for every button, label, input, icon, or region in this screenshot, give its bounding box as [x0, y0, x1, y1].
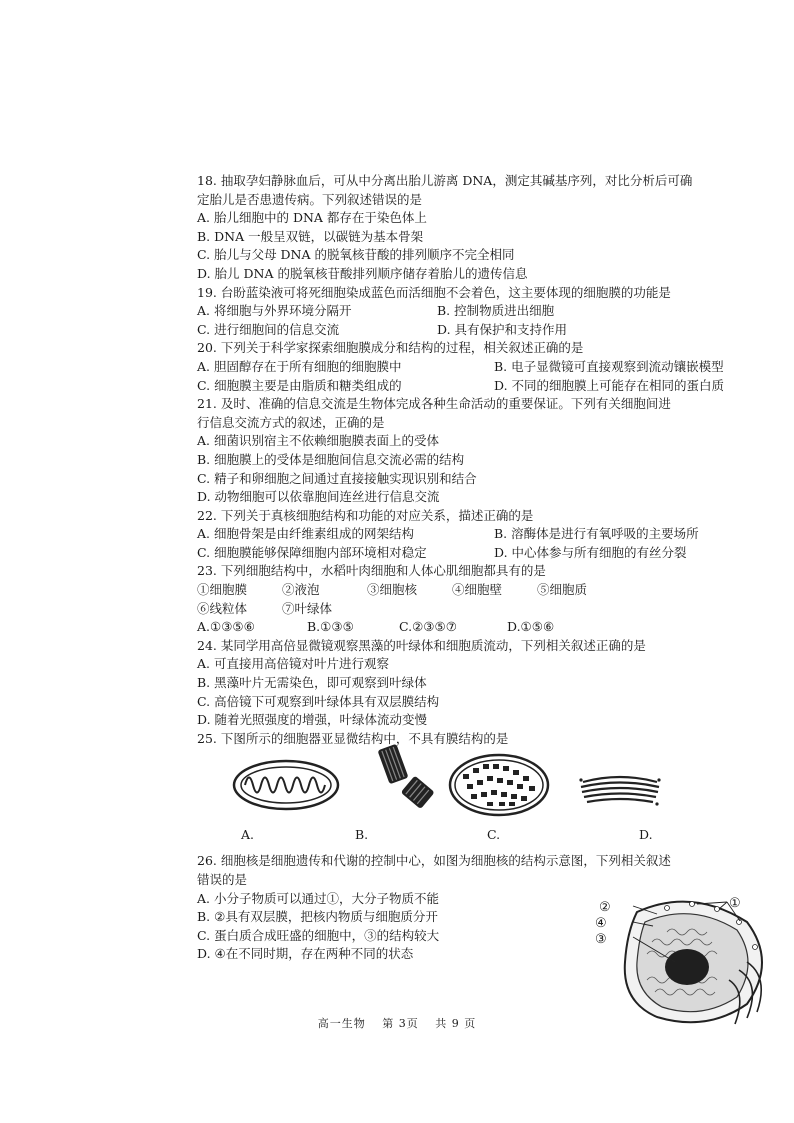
question-26 — [197, 852, 787, 964]
nucleus-label-3: ③ — [595, 932, 607, 948]
q24-option-d: D. 随着光照强度的增强，叶绿体流动变慢 — [197, 712, 428, 728]
q25-label-b: B. — [355, 827, 369, 843]
q24-option-c: C. 高倍镜下可观察到叶绿体具有双层膜结构 — [197, 693, 440, 709]
q23-items-row1 — [197, 581, 787, 600]
question-25 — [197, 730, 787, 853]
q20-option-b: B. 电子显微镜可直接观察到流动镶嵌模型 — [494, 358, 724, 374]
q18-option-d: D. 胎儿 DNA 的脱氧核苷酸排列顺序储存着胎儿的遗传信息 — [197, 265, 528, 281]
q25-stem: 25. 下图所示的细胞器亚显微结构中，不具有膜结构的是 — [197, 730, 509, 746]
q26-option-d: D. ④在不同时期，存在两种不同的状态 — [197, 946, 414, 962]
q21-option-d: D. 动物细胞可以依靠胞间连丝进行信息交流 — [197, 489, 440, 505]
q26-stem-line2: 错误的是 — [197, 872, 248, 887]
question-23 — [197, 562, 787, 636]
q25-label-d: D. — [639, 827, 653, 843]
q22-option-b: B. 溶酶体是进行有氧呼吸的主要场所 — [494, 526, 699, 542]
q23-stem: 23. 下列细胞结构中，水稻叶肉细胞和人体心肌细胞都具有的是 — [197, 563, 546, 579]
q23-items-row2 — [197, 600, 787, 619]
nucleus-label-2: ② — [599, 900, 611, 916]
q21-stem-line1: 21. 及时、准确的信息交流是生物体完成各种生命活动的重要保证。下列有关细胞间进 — [197, 396, 671, 412]
q26-option-c: C. 蛋白质合成旺盛的细胞中，③的结构较大 — [197, 927, 440, 943]
q20-options-cd — [197, 377, 787, 396]
centriole-figure — [375, 742, 437, 814]
nucleus-label-1: ① — [729, 896, 741, 912]
q21-option-b: B. 细胞膜上的受体是细胞间信息交流必需的结构 — [197, 451, 465, 467]
q24-stem: 24. 某同学用高倍显微镜观察黑藻的叶绿体和细胞质流动，下列相关叙述正确的是 — [197, 637, 646, 653]
nucleus-figure — [597, 892, 777, 1032]
q23-item: ⑦叶绿体 — [282, 600, 333, 616]
question-24 — [197, 637, 787, 730]
q19-options-ab — [197, 302, 787, 321]
question-22 — [197, 507, 787, 563]
q18-option-a: A. 胎儿细胞中的 DNA 都存在于染色体上 — [197, 210, 427, 226]
q19-option-a: A. 将细胞与外界环境分隔开 — [197, 303, 352, 319]
q21-option-c: C. 精子和卵细胞之间通过直接接触实现识别和结合 — [197, 470, 477, 486]
q23-option-d: D.①⑤⑥ — [507, 619, 555, 635]
q22-stem: 22. 下列关于真核细胞结构和功能的对应关系，描述正确的是 — [197, 507, 534, 523]
q23-option-b: B.①③⑤ — [307, 619, 354, 635]
q19-option-d: D. 具有保护和支持作用 — [437, 321, 568, 337]
q22-options-cd — [197, 544, 787, 563]
footer-total: 共 9 页 — [435, 1017, 477, 1030]
question-18 — [197, 172, 787, 284]
nucleus-label-4: ④ — [595, 916, 607, 932]
golgi-figure — [579, 772, 661, 808]
q23-item: ④细胞壁 — [452, 582, 503, 598]
q21-stem-line2: 行信息交流方式的叙述，正确的是 — [197, 414, 385, 430]
q24-option-a: A. 可直接用高倍镜对叶片进行观察 — [197, 656, 389, 672]
q25-figure-row — [197, 752, 787, 852]
q26-option-b: B. ②具有双层膜，把核内物质与细胞质分开 — [197, 909, 438, 925]
mitochondrion-figure — [231, 758, 341, 812]
q23-options — [197, 618, 787, 637]
q20-stem: 20. 下列关于科学家探索细胞膜成分和结构的过程，相关叙述正确的是 — [197, 340, 584, 356]
q18-stem-line1: 18. 抽取孕妇静脉血后，可从中分离出胎儿游离 DNA，测定其碱基序列，对比分析后可确 — [197, 173, 693, 188]
footer-page: 第 3页 — [382, 1017, 419, 1030]
q20-option-a: A. 胆固醇存在于所有细胞的细胞膜中 — [197, 358, 402, 374]
q23-item: ①细胞膜 — [197, 582, 248, 598]
q23-option-c: C.②③⑤⑦ — [399, 619, 457, 635]
q19-options-cd — [197, 321, 787, 340]
q26-options — [197, 890, 527, 964]
q23-option-a: A.①③⑤⑥ — [197, 619, 255, 635]
footer-subject: 高一生物 — [317, 1017, 366, 1030]
q23-item: ⑥线粒体 — [197, 600, 248, 616]
chloroplast-figure — [447, 752, 551, 818]
q18-option-b: B. DNA 一般呈双链，以碳链为基本骨架 — [197, 228, 424, 244]
question-21 — [197, 395, 787, 507]
q25-label-a: A. — [241, 827, 255, 843]
q20-option-c: C. 细胞膜主要是由脂质和糖类组成的 — [197, 377, 402, 393]
q19-option-c: C. 进行细胞间的信息交流 — [197, 321, 340, 337]
q18-option-c: C. 胎儿与父母 DNA 的脱氧核苷酸的排列顺序不完全相同 — [197, 247, 515, 263]
q19-option-b: B. 控制物质进出细胞 — [437, 303, 555, 319]
q24-option-b: B. 黑藻叶片无需染色，即可观察到叶绿体 — [197, 675, 427, 691]
q22-option-c: C. 细胞膜能够保障细胞内部环境相对稳定 — [197, 544, 427, 560]
q18-stem-line2: 定胎儿是否患遗传病。下列叙述错误的是 — [197, 191, 423, 207]
question-content — [197, 172, 787, 964]
q20-option-d: D. 不同的细胞膜上可能存在相同的蛋白质 — [494, 377, 725, 393]
q26-stem-line1: 26. 细胞核是细胞遗传和代谢的控制中心，如图为细胞核的结构示意图，下列相关叙述 — [197, 853, 671, 869]
page-footer — [0, 1015, 794, 1031]
q26-option-a: A. 小分子物质可以通过①，大分子物质不能 — [197, 890, 439, 906]
q23-item: ③细胞核 — [367, 582, 418, 598]
q25-label-c: C. — [487, 827, 501, 843]
question-20 — [197, 339, 787, 395]
q21-option-a: A. 细菌识别宿主不依赖细胞膜表面上的受体 — [197, 433, 439, 449]
q22-options-ab — [197, 525, 787, 544]
q19-stem: 19. 台盼蓝染液可将死细胞染成蓝色而活细胞不会着色，这主要体现的细胞膜的功能是 — [197, 284, 671, 300]
q23-item: ⑤细胞质 — [537, 582, 588, 598]
q23-item: ②液泡 — [282, 582, 320, 598]
q22-option-a: A. 细胞骨架是由纤维素组成的网架结构 — [197, 526, 414, 542]
q22-option-d: D. 中心体参与所有细胞的有丝分裂 — [494, 544, 687, 560]
q20-options-ab — [197, 358, 787, 377]
question-19 — [197, 284, 787, 340]
